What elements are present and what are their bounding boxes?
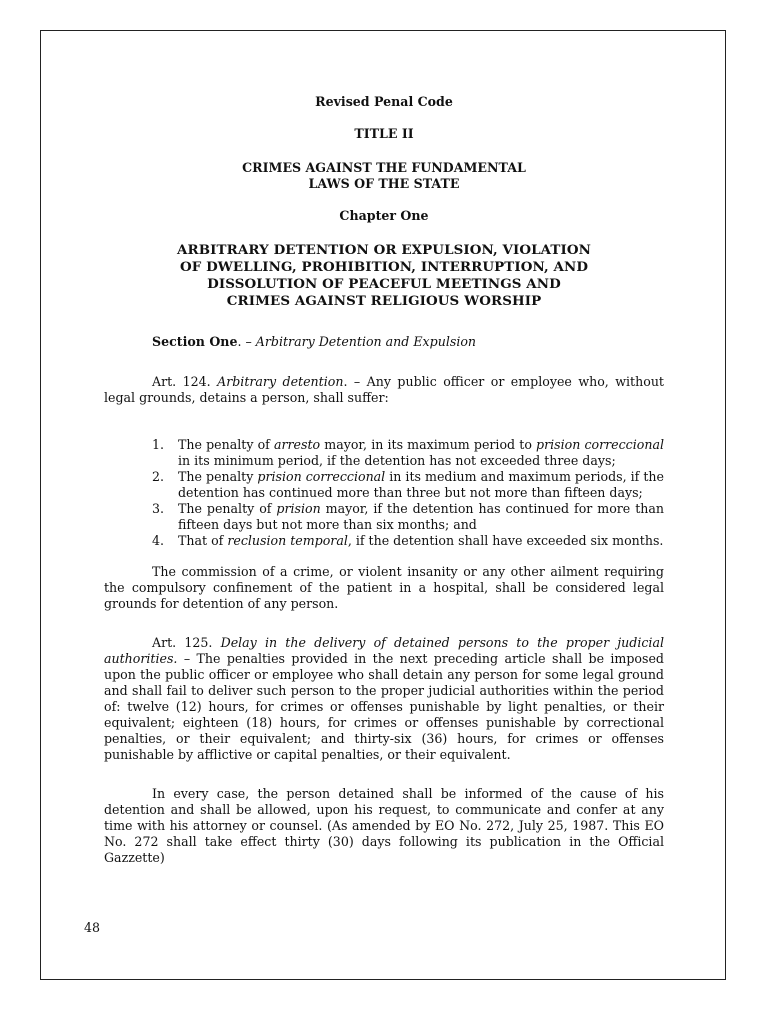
list-item-text: The penalty — [178, 469, 258, 484]
list-item-text: in its minimum period, if the detention has not exceeded three days; — [178, 453, 616, 468]
legal-grounds-paragraph: The commission of a crime, or violent insanity or any other ailment requiring the compulsory confinement of the patient in a hospital, shall be considered legal grounds for detention of any person. — [104, 564, 664, 611]
article-125-text: – The penalties provided in the next preceding article shall be imposed upon the public officer or employee who shall detain any person for some legal ground and shall fail to deliver such person to the proper judicial authorities within the period of: twelve (12) hours, for crimes or offenses punishable by light penalties, or their equivalent; eighteen (18) hours, for crimes or offenses punishable by correctional penalties, or their equivalent; and thirty-six (36) hours, for crimes or offenses punishable by afflictive or capital penalties, or their equivalent. — [104, 651, 664, 762]
list-item-text: mayor, in its maximum period to — [320, 437, 537, 452]
chapter-name — [104, 242, 664, 310]
list-item — [104, 533, 664, 549]
list-item-text: mayor, if the detention has continued for more than fifteen days but not more than six months; and — [178, 501, 664, 532]
list-item — [104, 469, 664, 501]
article-124-heading: Arbitrary detention — [217, 374, 344, 389]
list-item-emphasis: prision — [276, 501, 321, 516]
article-125-number: Art. 125. — [152, 635, 221, 650]
section-name: Arbitrary Detention and Expulsion — [255, 334, 477, 349]
list-item-number: 2. — [152, 469, 165, 484]
list-item-text: The penalty of — [178, 437, 274, 452]
title-name-line-2: LAWS OF THE STATE — [308, 176, 460, 191]
every-case-paragraph: In every case, the person detained shall be informed of the cause of his detention and shall be allowed, upon his request, to communicate and confer at any time with his attorney or counsel. (As amended by EO No. 272, July 25, 1987. This EO No. 272 shall take effect thirty (30) days following its publication in the Official Gazzette) — [104, 786, 664, 865]
list-item-number: 4. — [152, 533, 165, 548]
article-125-paragraph — [104, 635, 664, 763]
list-item-emphasis: arresto — [274, 437, 321, 452]
list-item-text: , if the detention shall have exceeded six months. — [347, 533, 664, 548]
list-item-text: The penalty of — [178, 501, 277, 516]
article-124-number: Art. 124. — [152, 374, 218, 389]
section-label: Section One — [152, 334, 238, 349]
chapter-heading: Chapter One — [339, 208, 429, 223]
list-item-emphasis: reclusion temporal — [227, 533, 348, 548]
list-item-emphasis: prision correccional — [536, 437, 664, 452]
article-124-text: . – Any public officer or employee who, without legal grounds, detains a person, shall suffer: — [104, 374, 664, 405]
chapter-name-line-1: ARBITRARY DETENTION OR EXPULSION, VIOLATION — [177, 242, 591, 258]
chapter-name-line-2: OF DWELLING, PROHIBITION, INTERRUPTION, AND — [179, 259, 589, 275]
code-name: Revised Penal Code — [315, 94, 453, 109]
list-item — [104, 501, 664, 533]
list-item-number: 3. — [152, 501, 165, 516]
title-name-line-1: CRIMES AGAINST THE FUNDAMENTAL — [242, 160, 526, 175]
title-heading: TITLE II — [354, 126, 414, 141]
list-item-number: 1. — [152, 437, 165, 452]
article-124-paragraph — [104, 374, 664, 406]
list-item-emphasis: prision correccional — [257, 469, 386, 484]
penalty-list — [104, 437, 664, 549]
article-125-heading: Delay in the delivery of detained persons to the proper judicial authorities. — [104, 635, 664, 666]
section-separator: . – — [237, 334, 256, 349]
list-item — [104, 437, 664, 469]
list-item-text: That of — [178, 533, 228, 548]
chapter-name-line-3: DISSOLUTION OF PEACEFUL MEETINGS AND — [207, 276, 561, 292]
document-body — [104, 94, 664, 866]
chapter-name-line-4: CRIMES AGAINST RELIGIOUS WORSHIP — [226, 293, 542, 309]
page-number: 48 — [84, 920, 101, 935]
section-heading — [104, 334, 664, 350]
list-item-text: in its medium and maximum periods, if the detention has continued more than three but not more than fifteen days; — [178, 469, 664, 500]
